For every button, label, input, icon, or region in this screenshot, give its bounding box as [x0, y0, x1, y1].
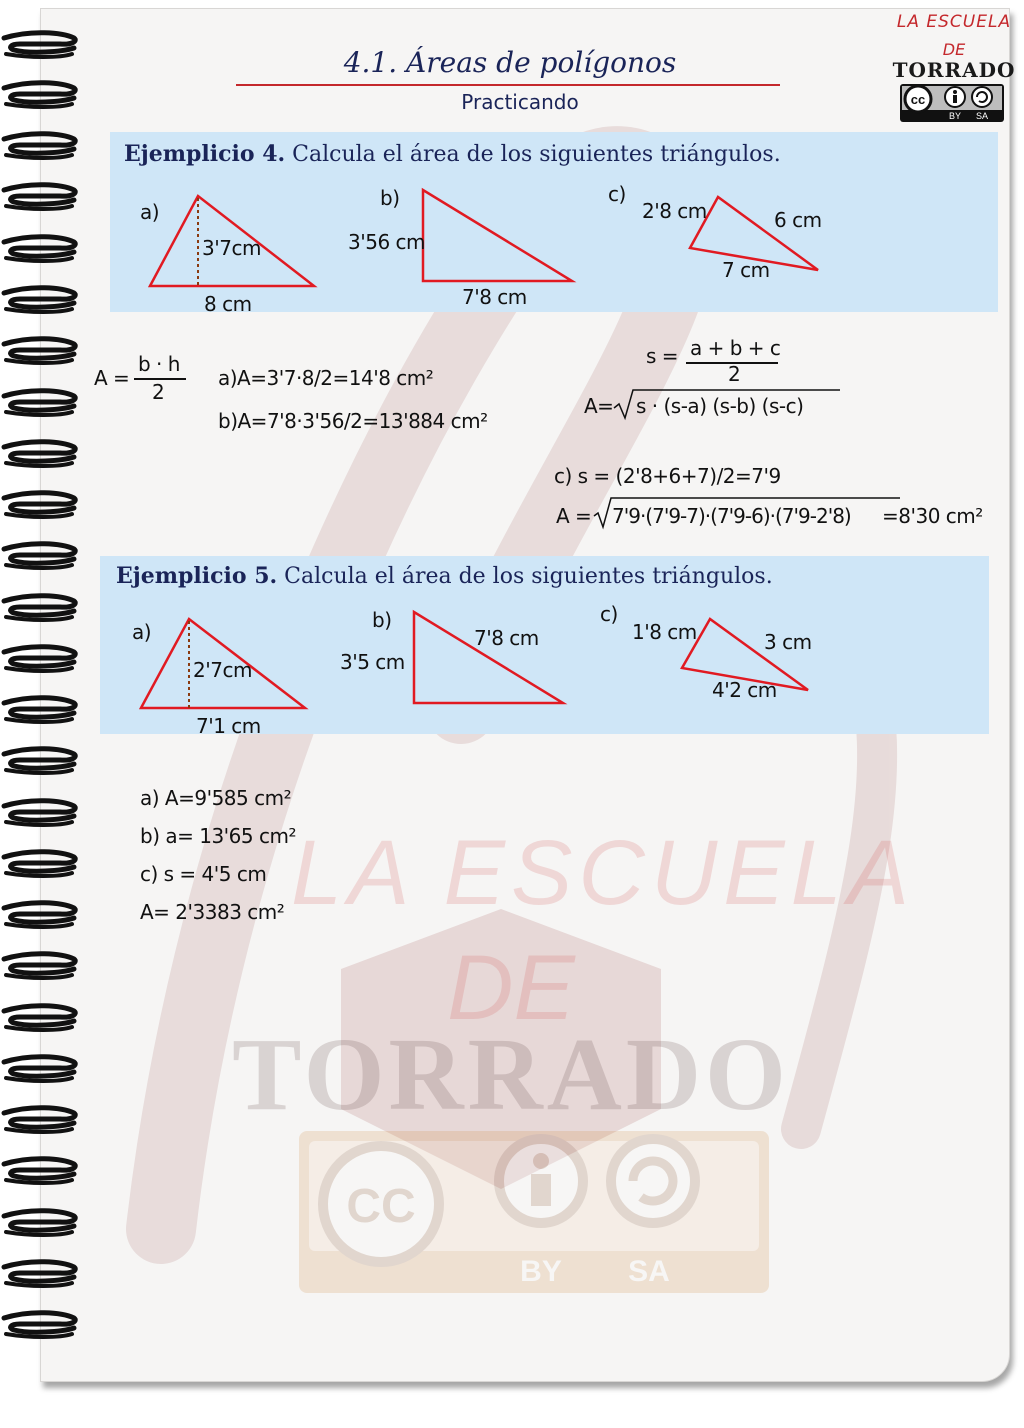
ex5-c-side3: 4'2 cm [712, 678, 777, 702]
area-formula-lhs: A = [94, 366, 130, 390]
logo-line2: DE [942, 40, 966, 59]
heron-s-lhs: s = [646, 344, 679, 368]
watermark-by: BY [520, 1255, 562, 1288]
ex4-a-solution: a)A=3'7·8/2=14'8 cm² [218, 366, 434, 390]
ex5-b-side: 3'5 cm [340, 650, 405, 674]
ex4-a-base: 8 cm [204, 292, 252, 316]
ex4-c-side2: 6 cm [774, 208, 822, 232]
watermark-line2: DE [447, 937, 575, 1039]
logo-line1: LA ESCUELA [896, 12, 1012, 32]
watermark-sa: SA [628, 1255, 670, 1288]
ex4-c-side1: 2'8 cm [642, 199, 707, 223]
example4-label: Ejemplicio 4. [124, 141, 286, 167]
example5-prompt: Calcula el área de los siguientes triángulos. [284, 564, 773, 589]
ex4-b-base: 7'8 cm [462, 285, 527, 309]
ex4-c-A-lhs: A = [556, 504, 592, 528]
page-subtitle: Practicando [461, 90, 579, 114]
area-formula-numerator: b · h [138, 352, 180, 376]
ex5-b-solution: b) a= 13'65 cm² [140, 824, 296, 848]
ex5-b-hyp: 7'8 cm [474, 626, 539, 650]
ex4-c-s-solution: c) s = (2'8+6+7)/2=7'9 [554, 464, 781, 488]
ex5-c-letter: c) [600, 602, 618, 626]
heron-s-numerator: a + b + c [690, 336, 781, 360]
ex4-b-side: 3'56 cm [348, 230, 426, 254]
license-by: BY [948, 111, 962, 121]
heron-radicand: s · (s-a) (s-b) (s-c) [636, 394, 804, 418]
svg-text:cc: cc [910, 92, 926, 107]
heron-A-lhs: A= [584, 394, 614, 418]
watermark-line3: TORRADO [232, 1017, 790, 1132]
ex5-a-base: 7'1 cm [196, 714, 261, 738]
ex4-c-A-result: =8'30 cm² [882, 504, 983, 528]
ex5-c-side2: 3 cm [764, 630, 812, 654]
ex5-c-s-solution: c) s = 4'5 cm [140, 862, 267, 886]
ex4-b-solution: b)A=7'8·3'56/2=13'884 cm² [218, 409, 488, 433]
ex4-c-side3: 7 cm [722, 258, 770, 282]
ex5-c-side1: 1'8 cm [632, 620, 697, 644]
ex4-b-letter: b) [380, 186, 400, 210]
ex4-a-height: 3'7cm [202, 236, 261, 260]
ex5-a-solution: a) A=9'585 cm² [140, 786, 292, 810]
example4-prompt: Calcula el área de los siguientes triángulos. [292, 142, 781, 167]
area-formula-denominator: 2 [152, 380, 165, 404]
example5-label: Ejemplicio 5. [116, 563, 278, 589]
ex5-a-letter: a) [132, 620, 152, 644]
license-sa: SA [975, 111, 989, 121]
logo-line3: TORRADO [892, 58, 1016, 82]
ex5-c-A-solution: A= 2'3383 cm² [140, 900, 285, 924]
ex4-c-letter: c) [608, 182, 626, 206]
page-title: 4.1. Áreas de polígonos [343, 46, 677, 79]
heron-s-denominator: 2 [728, 362, 741, 386]
ex5-a-height: 2'7cm [193, 658, 252, 682]
watermark-line1: LA ESCUELA [291, 822, 916, 924]
ex5-b-letter: b) [372, 608, 392, 632]
ex4-c-radicand: 7'9·(7'9-7)·(7'9-6)·(7'9-2'8) [612, 504, 851, 528]
svg-text:CC: CC [346, 1180, 416, 1233]
ex4-a-letter: a) [140, 200, 160, 224]
